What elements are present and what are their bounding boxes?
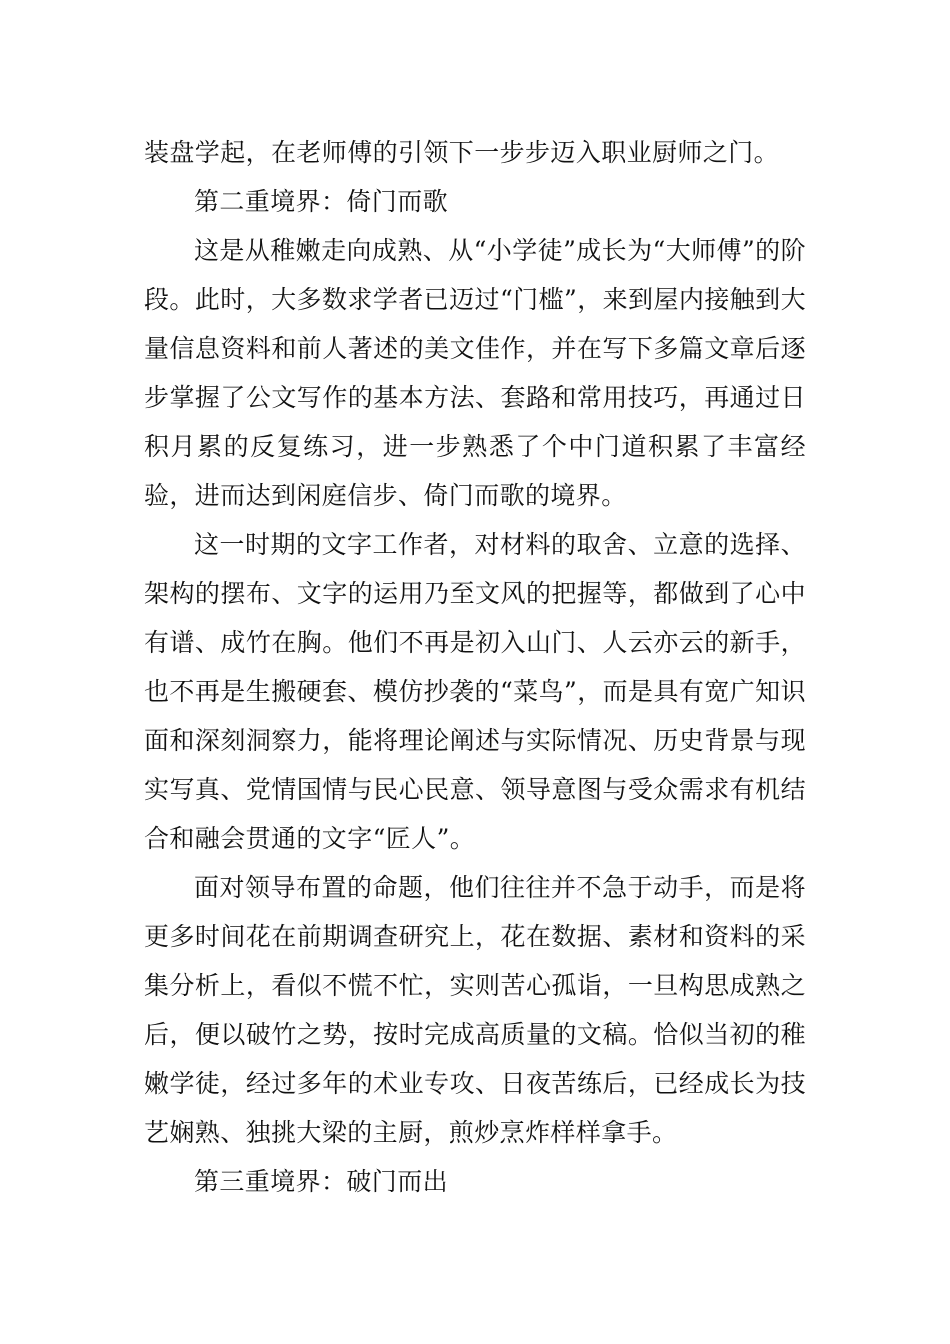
paragraph: 这一时期的文字工作者，对材料的取舍、立意的选择、架构的摆布、文字的运用乃至文风的把握等，都做到了心中有谱、成竹在胸。他们不再是初入山门、人云亦云的新手，也不再是生搬硬套、模仿抄袭的“菜鸟”，而是具有宽广知识面和深刻洞察力，能将理论阐述与实际情况、历史背景与现实写真、党情国情与民心民意、领导意图与受众需求有机结合和融会贯通的文字“匠人”。 xyxy=(144,530,806,853)
paragraph: 面对领导布置的命题，他们往往并不急于动手，而是将更多时间花在前期调查研究上，花在数据、素材和资料的采集分析上，看似不慌不忙，实则苦心孤诣，一旦构思成熟之后，便以破竹之势，按时完成高质量的文稿。恰似当初的稚嫩学徒，经过多年的术业专攻、日夜苦练后，已经成长为技艺娴熟、独挑大梁的主厨，煎炒烹炸样样拿手。 xyxy=(144,873,806,1147)
paragraph: 这是从稚嫩走向成熟、从“小学徒”成长为“大师傅”的阶段。此时，大多数求学者已迈过“门槛”，来到屋内接触到大量信息资料和前人著述的美文佳作，并在写下多篇文章后逐步掌握了公文写作的基本方法、套路和常用技巧，再通过日积月累的反复练习，进一步熟悉了个中门道积累了丰富经验，进而达到闲庭信步、倚门而歌的境界。 xyxy=(144,236,806,510)
section-heading-2: 第二重境界：倚门而歌 xyxy=(194,187,449,216)
document-body xyxy=(144,128,806,1206)
section-heading-3: 第三重境界：破门而出 xyxy=(194,1167,449,1196)
paragraph-continuation: 装盘学起，在老师傅的引领下一步步迈入职业厨师之门。 xyxy=(144,138,780,167)
